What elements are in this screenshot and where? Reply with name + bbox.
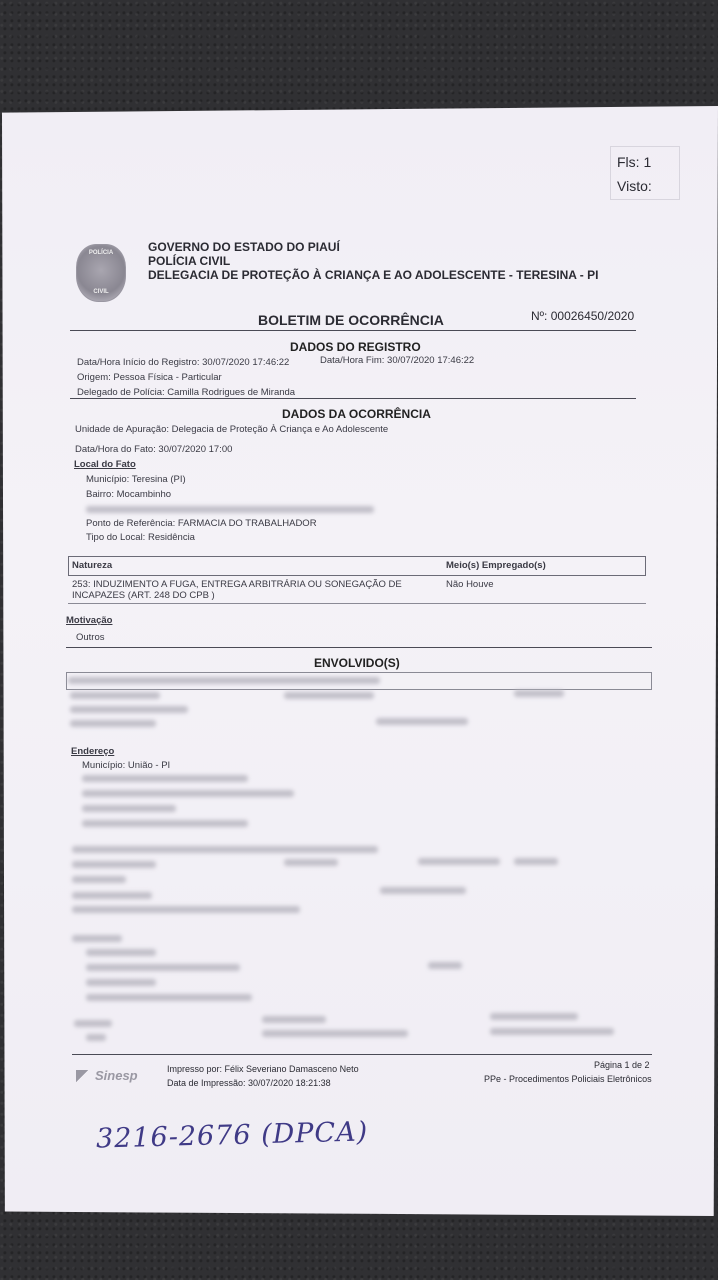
footer-pagina: Página 1 de 2 — [594, 1060, 650, 1070]
ocorrencia-data-fato: Data/Hora do Fato: 30/07/2020 17:00 — [75, 444, 233, 455]
registro-fim: Data/Hora Fim: 30/07/2020 17:46:22 — [320, 355, 475, 366]
redacted-line — [514, 858, 558, 865]
emblem-top-text: POLÍCIA — [88, 250, 114, 256]
natureza-label: Natureza — [72, 560, 113, 571]
footer-rule — [72, 1054, 652, 1055]
ocorrencia-unidade: Unidade de Apuração: Delegacia de Proteção À Criança e Ao Adolescente — [75, 424, 389, 435]
endereco-municipio: Município: União - PI — [82, 760, 171, 771]
handwritten-phone-note: 3216-2676 (DPCA) — [95, 1116, 369, 1155]
redacted-line — [262, 1016, 326, 1023]
redacted-line — [376, 718, 468, 725]
header-line-2: POLÍCIA CIVIL — [148, 254, 231, 268]
sinesp-logo — [76, 1068, 138, 1084]
redacted-line — [82, 775, 248, 782]
registro-delegado: Delegado de Polícia: Camilla Rodrigues de Miranda — [77, 387, 296, 398]
footer-data-impressao: Data de Impressão: 30/07/2020 18:21:38 — [167, 1078, 331, 1088]
section-dados-registro: DADOS DO REGISTRO — [290, 340, 421, 354]
redacted-endereco — [86, 506, 374, 513]
ocorrencia-bairro: Bairro: Mocambinho — [86, 489, 172, 500]
natureza-line-1: 253: INDUZIMENTO A FUGA, ENTREGA ARBITRÁRIA OU SONEGAÇÃO DE — [72, 579, 402, 590]
fls-label: Fls: 1 — [617, 154, 652, 170]
redacted-line — [418, 858, 500, 865]
redacted-line — [82, 805, 176, 812]
redacted-line — [82, 790, 294, 797]
ocorrencia-ponto-referencia: Ponto de Referência: FARMACIA DO TRABALHADOR — [86, 518, 317, 529]
section-envolvidos: ENVOLVIDO(S) — [314, 656, 400, 670]
redacted-line — [284, 859, 338, 866]
redacted-line — [86, 949, 156, 956]
redacted-line — [70, 706, 188, 713]
redacted-line — [72, 935, 122, 942]
redacted-line — [86, 979, 156, 986]
ocorrencia-municipio: Município: Teresina (PI) — [86, 474, 186, 485]
redacted-line — [86, 994, 252, 1001]
registro-origem: Origem: Pessoa Física - Particular — [77, 372, 222, 383]
natureza-rule — [68, 603, 646, 604]
redacted-line — [490, 1028, 614, 1035]
natureza-header-box — [68, 556, 646, 576]
meios-label: Meio(s) Empregado(s) — [446, 560, 546, 571]
natureza-line-2: INCAPAZES (ART. 248 DO CPB ) — [72, 590, 215, 601]
header-line-3: DELEGACIA DE PROTEÇÃO À CRIANÇA E AO ADOLESCENTE - TERESINA - PI — [148, 268, 599, 282]
redacted-line — [284, 692, 374, 699]
local-do-fato-label: Local do Fato — [74, 459, 136, 470]
sinesp-mark-icon — [76, 1070, 92, 1084]
section-dados-ocorrencia: DADOS DA OCORRÊNCIA — [282, 407, 431, 421]
document-number: Nº: 00026450/2020 — [531, 309, 635, 323]
ocorrencia-tipo-local: Tipo do Local: Residência — [86, 532, 195, 543]
footer-ppe: PPe - Procedimentos Policiais Eletrônicos — [484, 1074, 652, 1084]
redacted-line — [74, 1020, 112, 1027]
redacted-line — [70, 720, 156, 727]
meios-value: Não Houve — [446, 579, 494, 590]
endereco-label: Endereço — [71, 746, 115, 757]
redacted-line — [72, 906, 300, 913]
document-title: BOLETIM DE OCORRÊNCIA — [258, 312, 444, 328]
header-line-1: GOVERNO DO ESTADO DO PIAUÍ — [148, 240, 340, 254]
motivacao-label: Motivação — [66, 615, 113, 626]
redacted-line — [490, 1013, 578, 1020]
title-rule — [70, 330, 636, 331]
redacted-line — [72, 861, 156, 868]
sinesp-text: Sinesp — [95, 1068, 138, 1083]
policia-civil-emblem — [76, 244, 126, 302]
redacted-line — [86, 1034, 106, 1041]
redacted-line — [70, 692, 160, 699]
redacted-line — [262, 1030, 408, 1037]
registro-inicio: Data/Hora Início do Registro: 30/07/2020 17:46:22 — [77, 357, 290, 368]
redacted-envolvido-2-name — [72, 846, 378, 853]
redacted-envolvido-1-name — [68, 677, 380, 684]
footer-impresso-por: Impresso por: Félix Severiano Damasceno Neto — [167, 1064, 359, 1074]
emblem-bottom-text: CIVIL — [93, 289, 109, 295]
redacted-line — [86, 964, 240, 971]
redacted-line — [72, 892, 152, 899]
redacted-line — [380, 887, 466, 894]
redacted-line — [428, 962, 462, 969]
redacted-line — [82, 820, 248, 827]
redacted-line — [514, 690, 564, 697]
motivacao-value: Outros — [76, 632, 105, 643]
registro-rule — [70, 398, 636, 399]
motivacao-rule — [66, 647, 652, 648]
visto-label: Visto: — [617, 178, 652, 194]
redacted-line — [72, 876, 126, 883]
